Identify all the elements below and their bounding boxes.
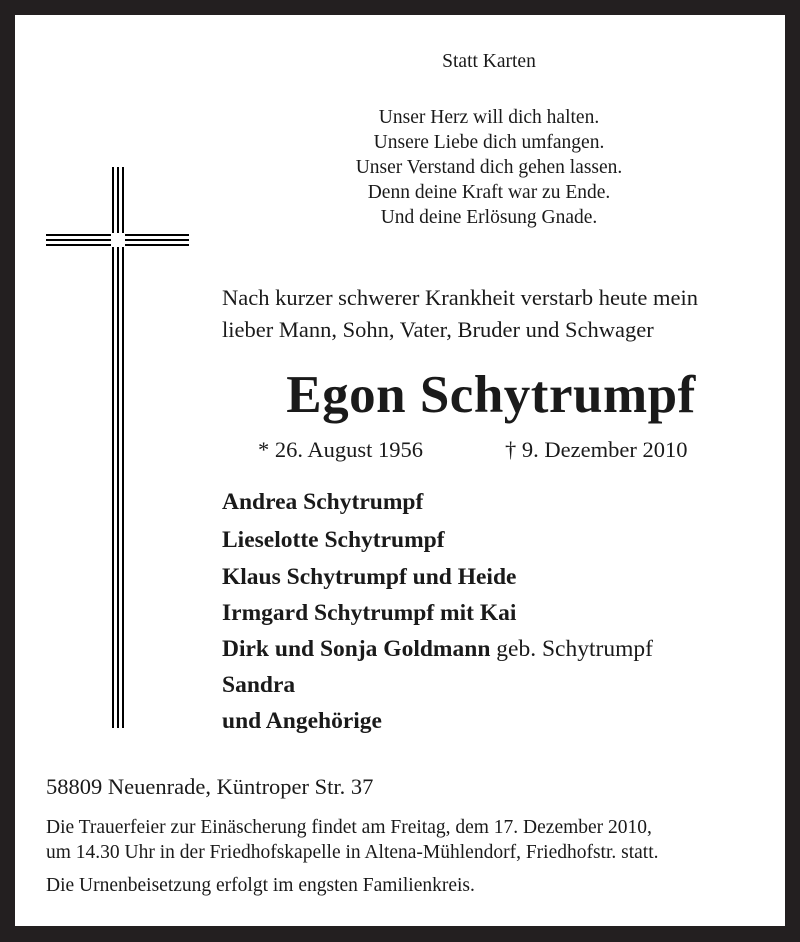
burial-line: Die Urnenbeisetzung erfolgt im engsten Familienkreis. bbox=[46, 875, 475, 896]
poem-line: Denn deine Kraft war zu Ende. bbox=[367, 182, 611, 203]
family-member: Andrea Schytrumpf bbox=[222, 489, 424, 515]
family-member: und Angehörige bbox=[222, 708, 382, 734]
family-member: Dirk und Sonja Goldmann bbox=[222, 636, 491, 662]
deceased-name: Egon Schytrumpf bbox=[286, 366, 696, 424]
family-member: Lieselotte Schytrumpf bbox=[222, 527, 445, 553]
family-member: Klaus Schytrumpf und Heide bbox=[222, 564, 517, 590]
obituary-notice bbox=[15, 15, 785, 926]
birth-date: * 26. August 1956 bbox=[258, 437, 424, 462]
header-text: Statt Karten bbox=[442, 51, 536, 72]
family-member-row bbox=[222, 638, 653, 662]
death-date: † 9. Dezember 2010 bbox=[505, 437, 688, 462]
family-note: geb. Schytrumpf bbox=[496, 636, 653, 662]
poem-line: Unsere Liebe dich umfangen. bbox=[373, 132, 605, 153]
ceremony-line: Die Trauerfeier zur Einäscherung findet am Freitag, dem 17. Dezember 2010, bbox=[46, 817, 652, 838]
ceremony-line: um 14.30 Uhr in der Friedhofskapelle in Altena-Mühlendorf, Friedhofstr. statt. bbox=[46, 842, 659, 863]
poem-line: Unser Verstand dich gehen lassen. bbox=[355, 157, 623, 178]
intro-line: lieber Mann, Sohn, Vater, Bruder und Schwager bbox=[222, 317, 654, 342]
intro-line: Nach kurzer schwerer Krankheit verstarb heute mein bbox=[222, 285, 699, 310]
family-member: Irmgard Schytrumpf mit Kai bbox=[222, 600, 517, 626]
poem-line: Unser Herz will dich halten. bbox=[378, 107, 600, 128]
poem-line: Und deine Erlösung Gnade. bbox=[380, 207, 598, 228]
address: 58809 Neuenrade, Küntroper Str. 37 bbox=[46, 774, 374, 799]
family-member: Sandra bbox=[222, 672, 296, 698]
